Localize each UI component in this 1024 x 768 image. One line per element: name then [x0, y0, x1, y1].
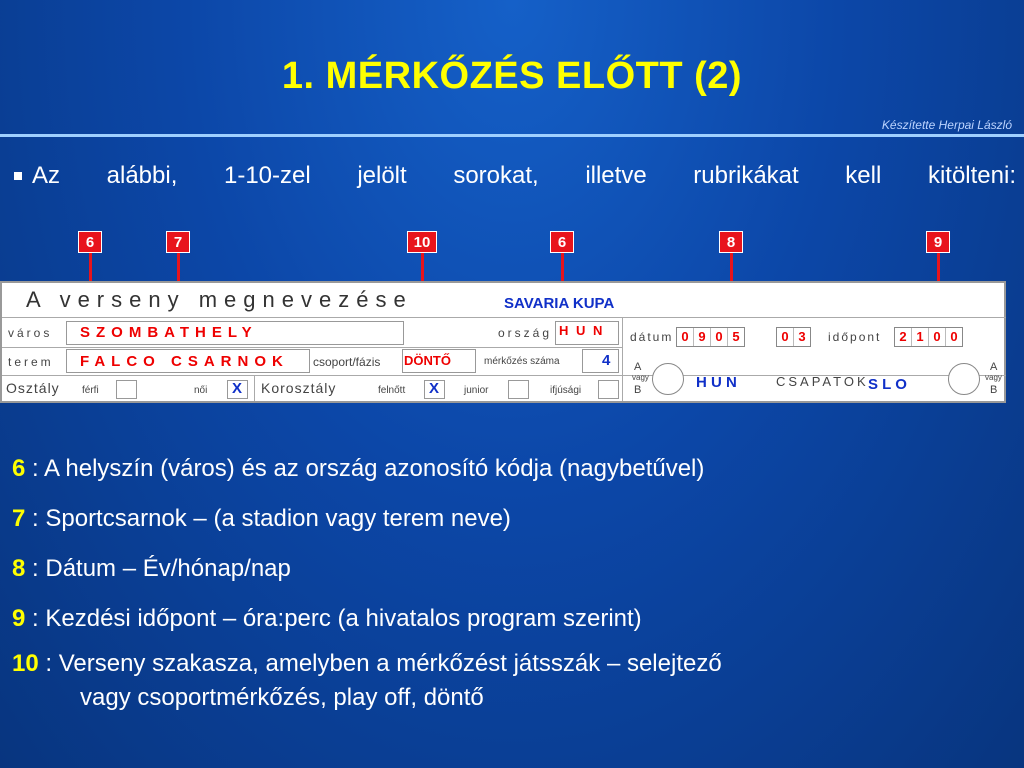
date-day-field[interactable] — [776, 327, 811, 347]
row-divider — [2, 317, 1006, 318]
marker-10-phase: 10 — [407, 231, 437, 253]
legend-text: : Kezdési időpont – óra:perc (a hivatalos program szerint) — [25, 605, 642, 632]
legend-number: 7 — [12, 505, 26, 532]
date-digit: 0 — [677, 328, 694, 346]
time-digit: 2 — [895, 328, 912, 346]
legend-text: vagy csoportmérkőzés, play off, döntő — [80, 684, 484, 711]
group-phase-label: csoport/fázis — [313, 355, 381, 369]
youth-label: ifjúsági — [550, 385, 582, 396]
match-form — [0, 281, 1006, 403]
date-digit: 3 — [798, 329, 806, 344]
match-number-value: 4 — [602, 352, 611, 369]
date-digit: 0 — [711, 328, 728, 346]
female-mark: X — [232, 380, 243, 397]
bullet-icon — [14, 172, 22, 180]
legend-text: : Verseny szakasza, amelyben a mérkőzést játsszák – selejtező — [38, 650, 722, 677]
team-b-toggle[interactable] — [948, 363, 980, 395]
country-label: ország — [498, 326, 553, 340]
group-phase-value: DÖNTŐ — [404, 353, 451, 368]
title-divider — [0, 134, 1024, 137]
marker-6-city: 6 — [78, 231, 102, 253]
marker-8-date: 8 — [719, 231, 743, 253]
junior-checkbox[interactable] — [508, 380, 529, 399]
legend-number: 8 — [12, 555, 26, 582]
legend-number: 9 — [12, 605, 26, 632]
intro-line — [14, 162, 1016, 190]
team-b-label-bottom: B — [990, 384, 998, 396]
legend-item-10 — [12, 650, 722, 678]
legend-text: : A helyszín (város) és az ország azonosító kódja (nagybetűvel) — [25, 455, 705, 482]
legend-text: : Dátum – Év/hónap/nap — [25, 555, 291, 582]
team-a-toggle[interactable] — [652, 363, 684, 395]
team-b-label-top: A — [990, 361, 998, 373]
legend-item-6 — [12, 455, 704, 483]
legend-item-8 — [12, 555, 291, 583]
marker-7-venue: 7 — [166, 231, 190, 253]
legend-item-10-continued — [80, 684, 484, 712]
legend-text: : Sportcsarnok – (a stadion vagy terem neve) — [25, 505, 511, 532]
venue-label: terem — [8, 355, 54, 369]
time-field[interactable] — [894, 327, 963, 347]
competition-heading: A verseny megnevezése — [26, 287, 413, 312]
date-digit: 0 — [777, 328, 794, 346]
adult-mark: X — [429, 380, 440, 397]
time-digit: 0 — [950, 329, 958, 344]
age-group-label: Korosztály — [261, 380, 337, 396]
marker-6-country: 6 — [550, 231, 574, 253]
country-value: H U N — [559, 323, 605, 338]
junior-label: junior — [464, 385, 489, 396]
intro-text: Az alábbi, 1-10-zel jelölt sorokat, illetve rubrikákat kell kitölteni: — [32, 162, 1016, 189]
legend-item-7 — [12, 505, 511, 533]
column-divider — [254, 375, 255, 401]
time-digit: 1 — [912, 328, 929, 346]
team-a-label-top: A — [634, 361, 642, 373]
match-number-label: mérkőzés száma — [484, 356, 560, 367]
city-value: SZOMBATHELY — [80, 324, 258, 341]
column-divider — [622, 317, 623, 401]
team-a-name[interactable]: H U N — [696, 374, 737, 391]
time-digit: 0 — [929, 328, 946, 346]
team-a-label-bottom: B — [634, 384, 642, 396]
teams-label: CSAPATOK — [776, 374, 869, 389]
legend-item-9 — [12, 605, 642, 633]
male-checkbox[interactable] — [116, 380, 137, 399]
competition-name[interactable]: SAVARIA KUPA — [504, 295, 615, 312]
male-label: férfi — [82, 385, 99, 396]
youth-checkbox[interactable] — [598, 380, 619, 399]
marker-9-time: 9 — [926, 231, 950, 253]
venue-value: FALCO CSARNOK — [80, 353, 289, 370]
team-b-label-mid: vagy — [985, 373, 1002, 382]
legend-number: 6 — [12, 455, 26, 482]
row-divider — [2, 347, 622, 348]
class-label: Osztály — [6, 380, 60, 396]
author-credit: Készítette Herpai László — [881, 118, 1012, 132]
date-label: dátum — [630, 330, 674, 344]
slide-title: 1. MÉRKŐZÉS ELŐTT (2) — [281, 55, 743, 97]
date-digit: 5 — [732, 329, 740, 344]
female-label: női — [194, 385, 208, 396]
date-digit: 9 — [694, 328, 711, 346]
legend-number: 10 — [12, 650, 39, 677]
time-label: időpont — [828, 330, 882, 344]
city-label: város — [8, 326, 53, 340]
adult-label: felnőtt — [378, 385, 406, 396]
date-field[interactable] — [676, 327, 745, 347]
team-b-name[interactable]: S L O — [868, 376, 907, 393]
match-number-field[interactable] — [582, 349, 619, 373]
team-a-label-mid: vagy — [632, 373, 649, 382]
